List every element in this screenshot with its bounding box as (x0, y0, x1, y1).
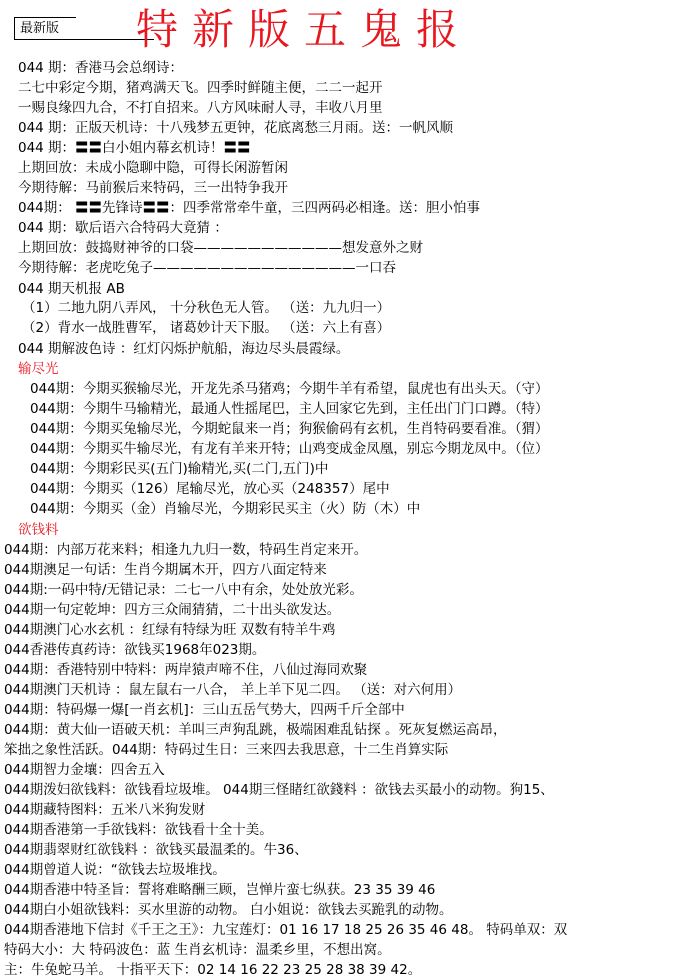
text-line: （2）背水一战胜曹军， 诸葛妙计天下服。 （送：六上有喜） (22, 320, 391, 336)
text-line: 上期回放：未成小隐聊中隐，可得长闲游暂闲 (18, 160, 288, 176)
text-line: 044期澳门心水玄机 ：红绿有特绿为旺 双数有特羊牛鸡 (4, 622, 336, 638)
text-line: （1）二地九阴八弄风， 十分秋色无人管。 （送：九九归一） (22, 300, 391, 316)
text-line: 044期香港地下信封《千王之王》：九宝莲灯：01 16 17 18 25 26 35 46 48。 特码单双：双 (4, 922, 568, 938)
text-line: 044期：黄大仙一语破天机：羊叫三声狗乱跳，极端困难乱钻探 。死灰复燃运高昂， (4, 722, 507, 738)
text-line: 044期香港中特圣旨：誓将难略酬三顾，岂惮片蛮七纵获。23 35 39 46 (4, 882, 436, 898)
text-line: 044期：今期买牛输尽光，有龙有羊来开特；山鸡变成金凤凰，别忘今期龙凤中。（位） (30, 441, 549, 457)
text-line: 044期：今期牛马输精光，最通人性摇尾巴，主人回家它先到，主任出门门口蹲。（特） (30, 401, 549, 417)
text-line: 044期： 〓〓先锋诗〓〓：四季常常牵牛童，三四两码必相逢。送：胆小怕事 (18, 200, 481, 216)
text-line: 二七中彩定今期，猪鸡满天飞。四季时鲜随主便，二二一起开 (18, 80, 383, 96)
text-line: 一赐良缘四九合，不打自招来。八方风味耐人寻，丰收八月里 (18, 100, 383, 116)
text-line: 044 期：〓〓白小姐内幕玄机诗！〓〓 (18, 140, 251, 156)
text-line: 044期香港第一手欲钱料：欲钱看十全十美。 (4, 822, 273, 838)
text-line: 044期：今期买（126）尾输尽光，放心买（248357）尾中 (30, 481, 390, 497)
text-line: 笨拙之象性活跃。044期：特码过生日：三来四去我思意，十二生肖算实际 (4, 742, 449, 758)
badge-underline (14, 39, 154, 40)
text-line: 044期澳足一句话：生肖今期属木开，四方八面定特来 (4, 562, 327, 578)
text-line: 044期翡翠财红欲钱料 ：欲钱买最温柔的。牛36、 (4, 842, 308, 858)
text-line: 044期智力金壤：四舍五入 (4, 762, 165, 778)
text-line: 主：牛兔蛇马羊。 十指平天下：02 14 16 22 23 25 28 38 39 42。 (4, 962, 422, 978)
text-line: 044 期天机报 AB (18, 281, 125, 297)
text-line: 044期藏特图料：五米八米狗发财 (4, 802, 206, 818)
section-title: 输尽光 (18, 361, 59, 377)
header (0, 0, 696, 58)
edition-badge: 最新版 (14, 17, 76, 39)
section-title: 欲钱料 (18, 522, 59, 538)
text-line: 044期：今期买（金）肖输尽光，今期彩民买主（火）防（木）中 (30, 501, 421, 517)
text-line: 今期待解：老虎吃兔子———————————————一口吞 (18, 260, 396, 276)
text-line: 044期：内部万花来料；相逢九九归一数，特码生肖定来开。 (4, 542, 368, 558)
text-line: 044 期解波色诗 ：红灯闪烁护航船，海边尽头晨霞绿。 (18, 341, 350, 357)
page-title: 特新版五鬼报 (136, 5, 473, 54)
text-line: 044 期：香港马会总纲诗： (18, 60, 184, 76)
text-line: 今期待解：马前猴后来特码，三一出特争我开 (18, 180, 288, 196)
text-line: 044期：今期买猴输尽光，开龙先杀马猪鸡；今期牛羊有希望，鼠虎也有出头天。（守） (30, 381, 549, 397)
text-line: 044期：今期彩民买(五门)输精光,买(二门,五门)中 (30, 461, 329, 477)
text-line: 上期回放：鼓捣财神爷的口袋———————————想发意外之财 (18, 240, 423, 256)
text-line: 044香港传真药诗：欲钱买1968年023期。 (4, 642, 266, 658)
text-line: 044 期：正版天机诗：十八残梦五更钟，花底离愁三月雨。送：一帆风顺 (18, 120, 454, 136)
text-line: 044期：今期买兔输尽光，今期蛇鼠来一肖；狗猴偷码有玄机，生肖特码要看准。（猬） (30, 421, 549, 437)
text-line: 044期：香港特别中特料：两岸猿声啼不住，八仙过海同欢聚 (4, 662, 368, 678)
text-line: 044期曾道人说：“欲钱去垃圾堆找。 (4, 862, 226, 878)
text-line: 044期一句定乾坤：四方三众闹猜猜，二十出头欲发达。 (4, 602, 341, 618)
text-line: 044期白小姐欲钱料：买水里游的动物。 白小姐说：欲钱去买跪乳的动物。 (4, 902, 453, 918)
text-line: 特码大小：大 特码波色：蓝 生肖玄机诗：温柔乡里，不想出窝。 (4, 942, 391, 958)
text-line: 044期澳门天机诗 ：鼠左鼠右一八合， 羊上羊下见二四。 （送：对六何用） (4, 682, 462, 698)
text-line: 044期：特码爆一爆[一肖玄机]：三山五岳气势大，四两千斤全部中 (4, 702, 405, 718)
text-line: 044期泼妇欲钱料：欲钱看垃圾堆。 044期三怪睹红欲錢料 ：欲钱去买最小的动物。狗15、 (4, 782, 554, 798)
text-line: 044期:一码中特/无错记录：二七一八中有余，处处放光彩。 (4, 582, 363, 598)
text-line: 044 期：歇后语六合特码大竟猜 ： (18, 220, 228, 236)
